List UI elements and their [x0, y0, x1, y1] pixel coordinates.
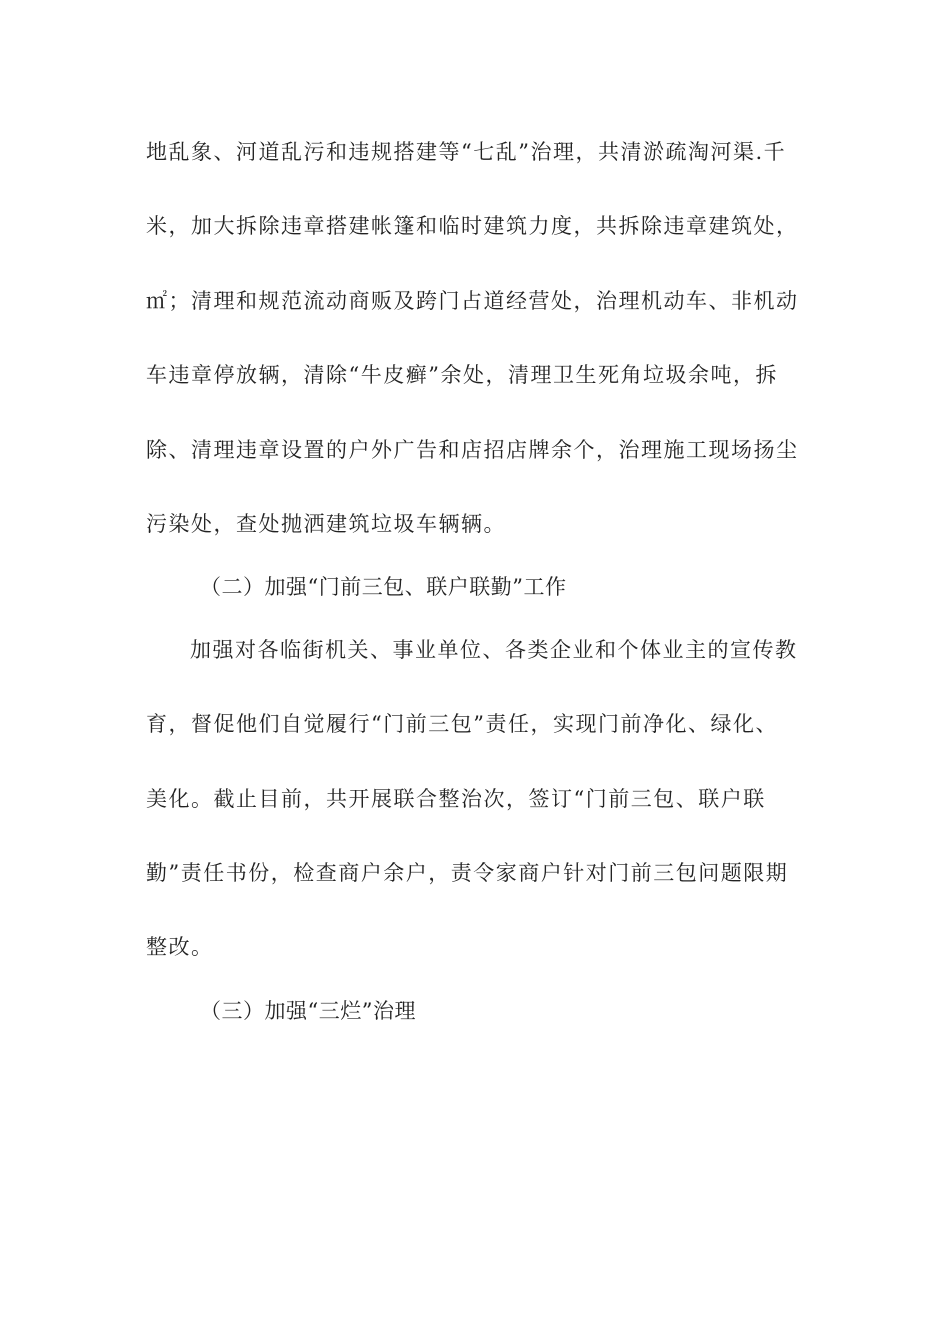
paragraph-2-line-2: 育，督促他们自觉履行“门前三包”责任，实现门前净化、绿化、 — [146, 712, 778, 736]
paragraph-2-line-4: 勤”责任书份，检查商户余户，责令家商户针对门前三包问题限期 — [146, 861, 789, 885]
paragraph-2-line-1: 加强对各临街机关、事业单位、各类企业和个体业主的宣传教 — [190, 638, 798, 662]
section-heading-2: （二）加强“门前三包、联户联勤”工作 — [200, 575, 567, 599]
paragraph-1-line-3: ㎡；清理和规范流动商贩及跨门占道经营处，治理机动车、非机动 — [146, 289, 799, 313]
paragraph-1-line-2: 米，加大拆除违章搭建帐篷和临时建筑力度，共拆除违章建筑处， — [146, 214, 799, 238]
paragraph-1-line-6: 污染处，查处抛洒建筑垃圾车辆辆。 — [146, 512, 506, 536]
section-heading-3: （三）加强“三烂”治理 — [200, 999, 416, 1023]
paragraph-2-line-3: 美化。截止目前，共开展联合整治次，签订“门前三包、联户联 — [146, 787, 766, 811]
paragraph-2-line-5: 整改。 — [146, 935, 214, 959]
paragraph-1-line-4: 车违章停放辆，清除“牛皮癣”余处，清理卫生死角垃圾余吨，拆 — [146, 363, 778, 387]
paragraph-1-line-1: 地乱象、河道乱污和违规搭建等“七乱”治理，共清淤疏淘河渠.千 — [146, 140, 787, 164]
paragraph-1-line-5: 除、清理违章设置的户外广告和店招店牌余个，治理施工现场扬尘 — [146, 438, 799, 462]
